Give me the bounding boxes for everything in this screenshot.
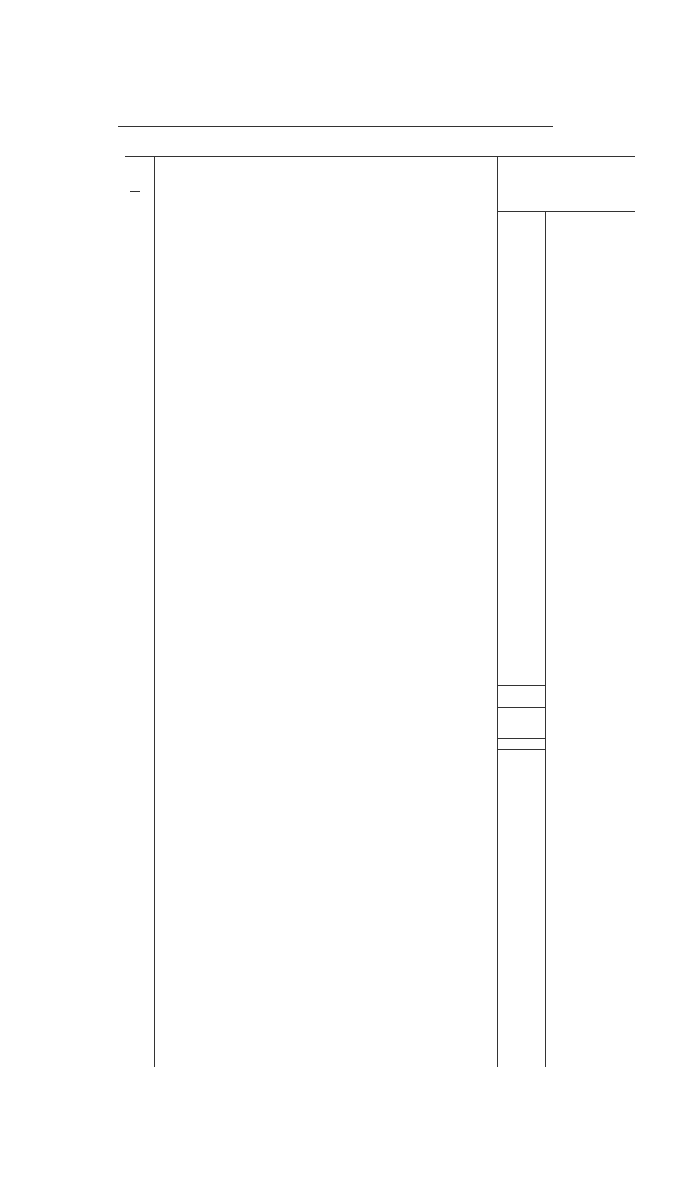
district-heading bbox=[0, 297, 700, 309]
rule-total bbox=[497, 749, 545, 750]
district-heading bbox=[0, 401, 700, 413]
table-row-continuation bbox=[0, 323, 700, 335]
rule-subtotal-bottom bbox=[497, 707, 545, 708]
rule-subtotal-top bbox=[497, 685, 545, 686]
subtotal-row bbox=[0, 692, 700, 704]
rule-year-under bbox=[497, 211, 635, 212]
district-heading bbox=[0, 349, 700, 361]
table-row bbox=[0, 388, 700, 400]
table-row bbox=[0, 722, 700, 734]
rule-top bbox=[118, 126, 553, 127]
table-row bbox=[0, 310, 700, 322]
total-row-vote-39 bbox=[0, 743, 700, 755]
table-row bbox=[0, 336, 700, 348]
rule-col-item bbox=[154, 157, 155, 1067]
rule-oc-bottom bbox=[497, 738, 545, 739]
table-row bbox=[0, 362, 700, 374]
rule-item-under bbox=[130, 191, 140, 192]
rule-col-desc bbox=[497, 157, 498, 1067]
rule-header bbox=[125, 156, 635, 157]
table-row-continuation bbox=[0, 375, 700, 387]
